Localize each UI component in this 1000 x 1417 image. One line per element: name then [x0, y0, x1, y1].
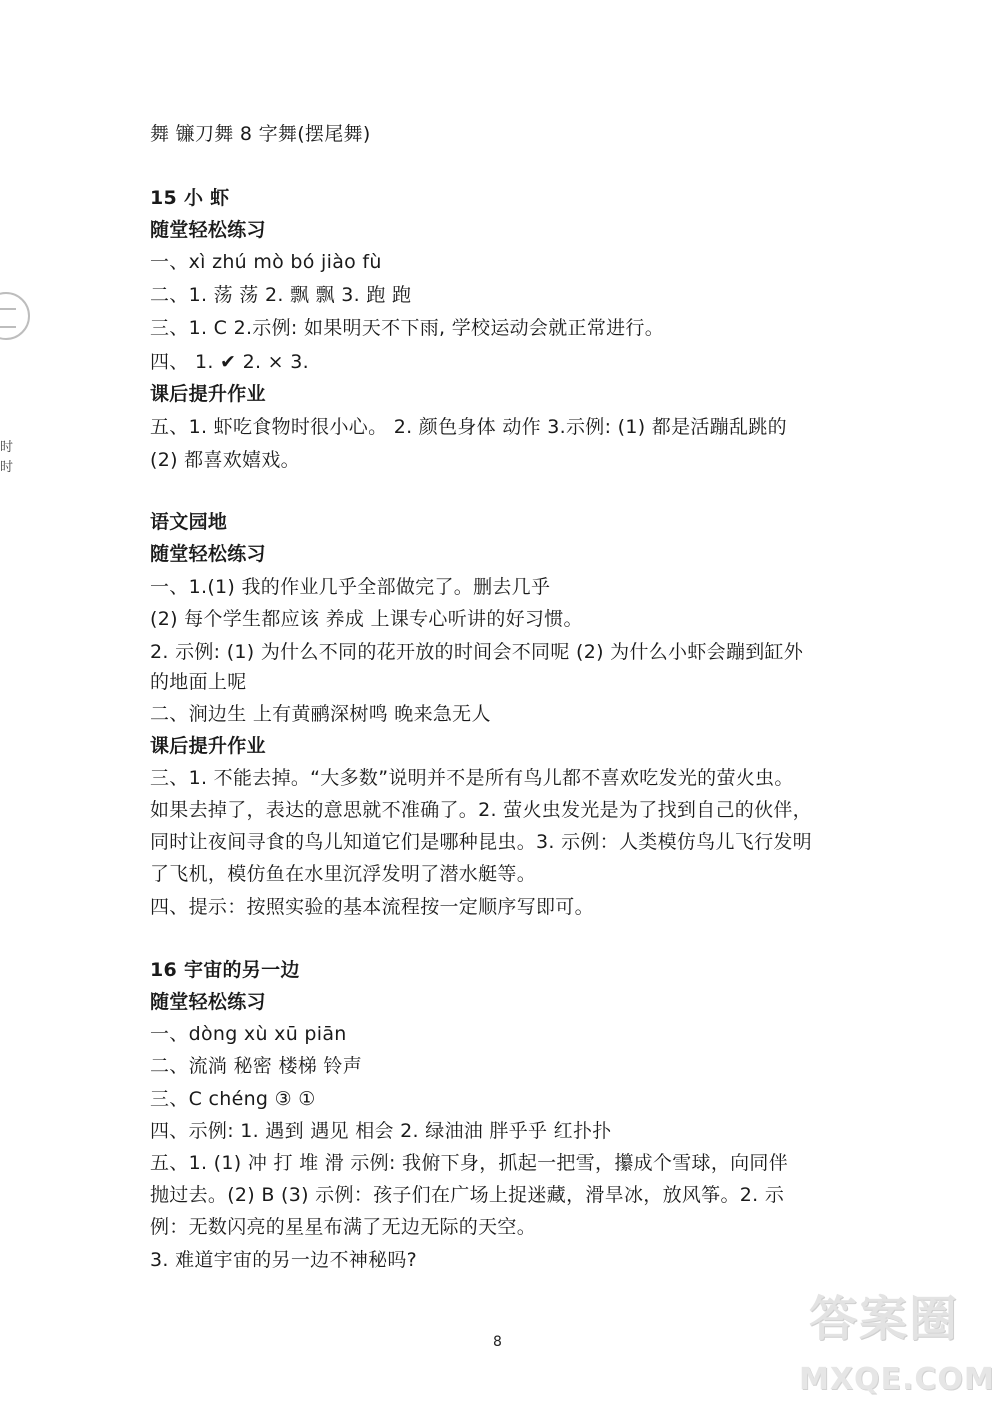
edge-text: 时: [0, 440, 14, 455]
answer-line: 四、示例: 1. 遇到 遇见 相会 2. 绿油油 胖乎乎 红扑扑: [150, 1120, 612, 1142]
edge-text: 时: [0, 460, 14, 475]
watermark-logo: 答案圈: [809, 1291, 960, 1347]
section-heading: 随堂轻松练习: [150, 543, 266, 565]
answer-line: 五、1. 虾吃食物时很小心。 2. 颜色身体 动作 3.示例: (1) 都是活蹦乱跳的: [150, 416, 787, 438]
answer-line: 抛过去。(2) B (3) 示例：孩子们在广场上捉迷藏，滑旱冰，放风筝。2. 示: [150, 1184, 785, 1206]
answer-line: 如果去掉了，表达的意思就不准确了。2. 萤火虫发光是为了找到自己的伙伴，: [150, 799, 812, 821]
section-heading: 课后提升作业: [150, 383, 266, 405]
answer-line: 3. 难道宇宙的另一边不神秘吗?: [150, 1249, 418, 1271]
answer-line: 四、提示：按照实验的基本流程按一定顺序写即可。: [150, 896, 594, 918]
answer-line: 五、1. (1) 冲 打 堆 滑 示例: 我俯下身，抓起一把雪，攥成个雪球，向同伴: [150, 1152, 789, 1174]
binding-mark-icon: [0, 292, 30, 340]
answer-line: 二、流淌 秘密 楼梯 铃声: [150, 1055, 363, 1077]
answer-line: (2) 每个学生都应该 养成 上课专心听讲的好习惯。: [150, 608, 583, 630]
answer-line: 一、dòng xù xū piān: [150, 1023, 347, 1045]
watermark-url: MXQE.COM: [799, 1362, 995, 1397]
section-heading: 课后提升作业: [150, 735, 266, 757]
answer-line: 三、C chéng ③ ①: [150, 1088, 316, 1110]
answer-line: 一、xì zhú mò bó jiào fù: [150, 251, 382, 273]
watermark: [799, 1284, 995, 1409]
answer-line: 例：无数闪亮的星星布满了无边无际的天空。: [150, 1216, 537, 1238]
answer-line: 了飞机，模仿鱼在水里沉浮发明了潜水艇等。: [150, 863, 537, 885]
answer-line: 三、1. C 2.示例: 如果明天不下雨, 学校运动会就正常进行。: [150, 317, 665, 339]
lesson-title: 15 小 虾: [150, 187, 230, 209]
section-heading: 随堂轻松练习: [150, 991, 266, 1013]
answer-line: 的地面上呢: [150, 671, 247, 693]
answer-line: 二、1. 荡 荡 2. 飘 飘 3. 跑 跑: [150, 284, 412, 306]
answer-line: 四、 1. ✔ 2. × 3.: [150, 351, 309, 373]
answer-line: (2) 都喜欢嬉戏。: [150, 449, 300, 471]
answer-line: 三、1. 不能去掉。“大多数”说明并不是所有鸟儿都不喜欢吃发光的萤火虫。: [150, 767, 794, 789]
answer-line: 一、1.(1) 我的作业几乎全部做完了。删去几乎: [150, 576, 551, 598]
section-heading: 随堂轻松练习: [150, 219, 266, 241]
answer-line: 二、涧边生 上有黄鹂深树鸣 晚来急无人: [150, 703, 491, 725]
page-number: 8: [493, 1334, 502, 1350]
lesson-title: 语文园地: [150, 511, 228, 533]
lesson-title: 16 宇宙的另一边: [150, 959, 300, 981]
answer-line: 2. 示例: (1) 为什么不同的花开放的时间会不同呢 (2) 为什么小虾会蹦到缸外: [150, 641, 804, 663]
answer-line: 同时让夜间寻食的鸟儿知道它们是哪种昆虫。3. 示例：人类模仿鸟儿飞行发明: [150, 831, 812, 853]
text-line: 舞 镰刀舞 8 字舞(摆尾舞): [150, 123, 371, 145]
